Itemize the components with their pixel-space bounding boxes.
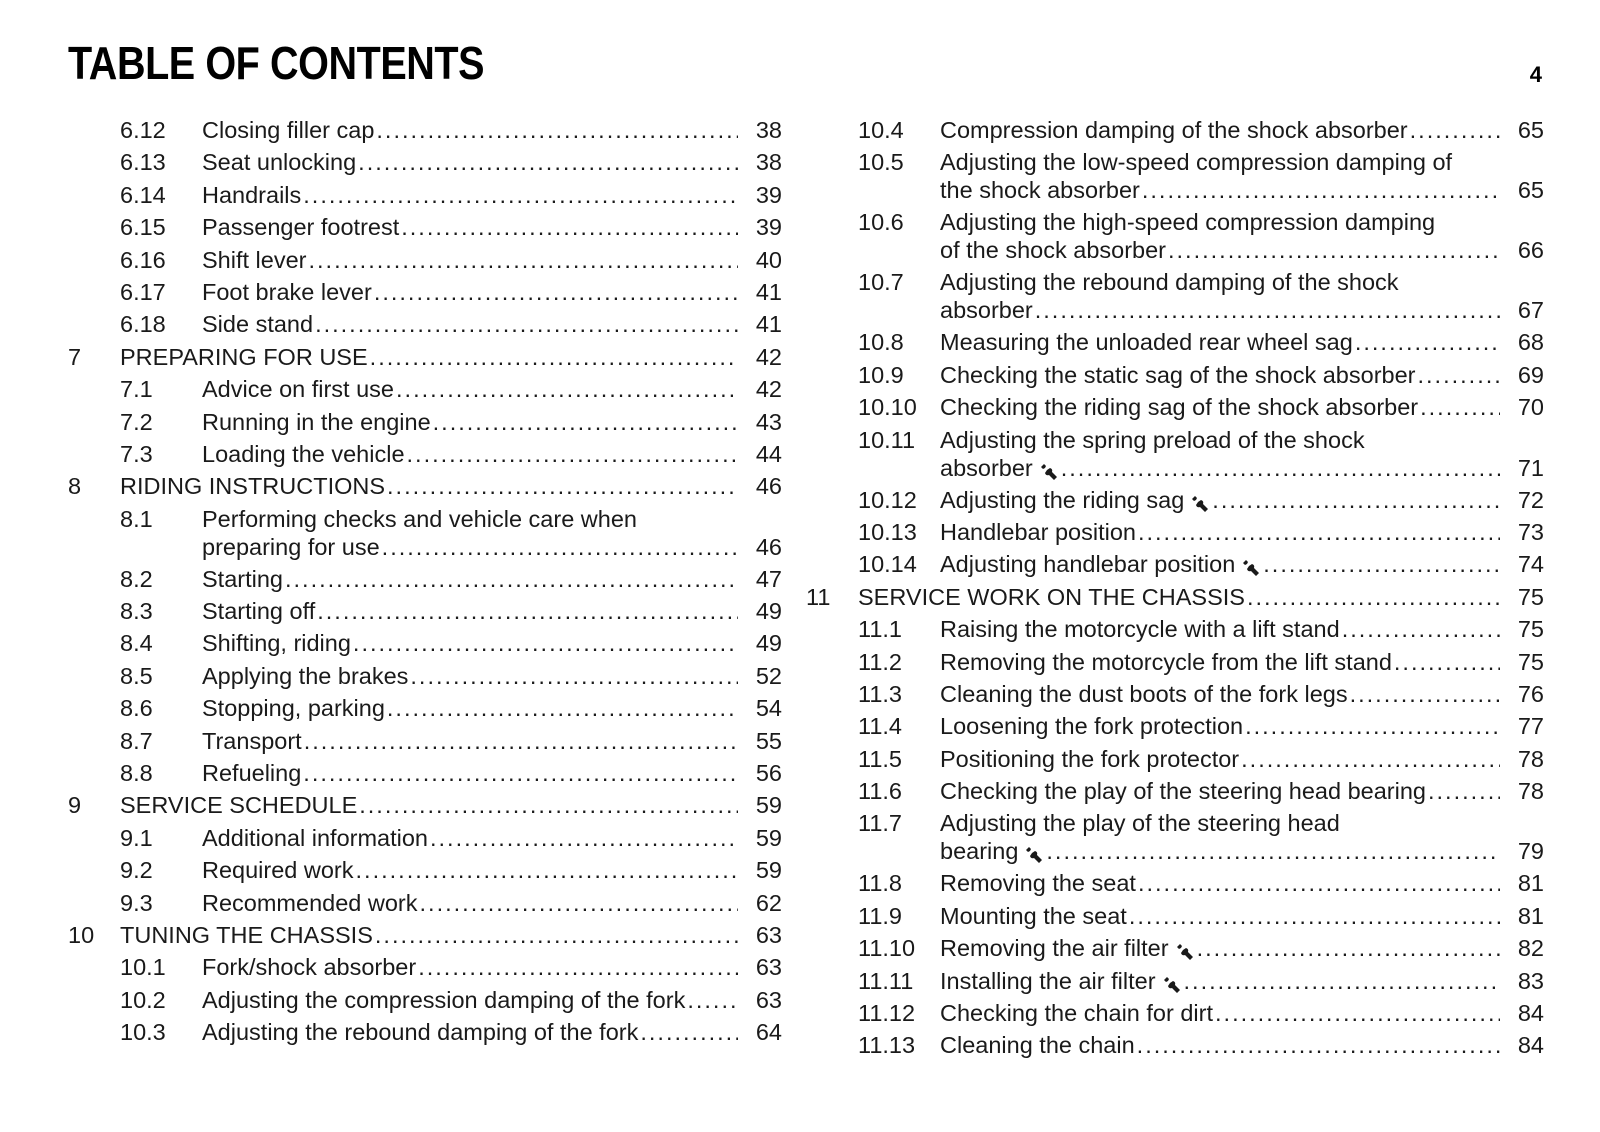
toc-entry-number: 10.10: [858, 394, 917, 421]
leader-dots: [1046, 837, 1500, 865]
toc-section-entry[interactable]: [68, 629, 782, 657]
toc-page-number: 82: [1517, 935, 1544, 962]
toc-entry-title: Adjusting the rebound damping of the shock: [940, 269, 1399, 296]
toc-page-number: 72: [1517, 486, 1544, 513]
toc-entry-number: 11.9: [858, 902, 902, 929]
toc-page-number: 59: [755, 824, 782, 851]
leader-dots: [387, 472, 738, 500]
toc-page-number: 63: [755, 986, 782, 1013]
toc-entry-number: 9.3: [120, 889, 153, 916]
toc-entry-number: 10.12: [858, 486, 917, 513]
toc-entry-title: Advice on first use: [202, 376, 395, 403]
toc-page-number: 83: [1517, 967, 1544, 994]
toc-section-entry[interactable]: [806, 268, 1544, 324]
page-title: TABLE OF CONTENTS: [68, 37, 485, 89]
wrench-icon: [1241, 558, 1261, 578]
toc-entry-number: 11.5: [858, 745, 902, 772]
toc-entry-title: Adjusting the high-speed compression damping: [940, 209, 1436, 236]
leader-dots: [1394, 648, 1500, 676]
leader-dots: [418, 953, 738, 981]
toc-entry-title: Adjusting the low-speed compression damping of: [940, 149, 1453, 176]
wrench-icon: [1024, 845, 1044, 865]
leader-dots: [387, 694, 738, 722]
leader-dots: [370, 343, 738, 371]
toc-page-number: 47: [755, 565, 782, 592]
leader-dots: [1061, 454, 1500, 482]
leader-dots: [285, 565, 738, 593]
toc-entry-number: 9: [68, 792, 82, 819]
toc-entry-title: Raising the motorcycle with a lift stand: [940, 616, 1340, 643]
toc-entry-number: 7.3: [120, 440, 153, 467]
toc-section-entry[interactable]: [68, 148, 782, 176]
toc-entry-number: 10.1: [120, 954, 166, 981]
leader-dots: [1410, 116, 1500, 144]
toc-entry-title: Foot brake lever: [202, 278, 372, 305]
toc-entry-number: 8.6: [120, 695, 153, 722]
toc-page-number: 84: [1517, 1000, 1544, 1027]
leader-dots: [410, 662, 738, 690]
toc-entry-number: 6.17: [120, 278, 166, 305]
toc-page-number: 41: [755, 311, 782, 338]
toc-entry-title: Removing the air filter: [940, 935, 1169, 962]
toc-entry-number: 11.11: [858, 967, 914, 994]
toc-entry-number: 7.2: [120, 408, 153, 435]
toc-entry-title: bearing: [940, 838, 1019, 865]
toc-right-column: [806, 116, 1544, 1064]
leader-dots: [407, 440, 738, 468]
toc-page-number: 43: [755, 408, 782, 435]
toc-entry-title: Cleaning the chain: [940, 1032, 1135, 1059]
toc-entry-title: Recommended work: [202, 889, 418, 916]
leader-dots: [382, 533, 738, 561]
wrench-icon: [1190, 494, 1210, 514]
toc-entry-title: Loosening the fork protection: [940, 713, 1244, 740]
toc-page-number: 40: [755, 246, 782, 273]
toc-page-number: 74: [1517, 551, 1544, 578]
leader-dots: [315, 310, 738, 338]
toc-entry-title: Refueling: [202, 760, 302, 787]
toc-page-number: 42: [755, 376, 782, 403]
toc-entry-title: Closing filler cap: [202, 117, 375, 143]
toc-entry-title: Positioning the fork protector: [940, 745, 1240, 772]
leader-dots: [317, 597, 738, 625]
toc-entry-title: Adjusting the riding sag: [940, 486, 1185, 513]
toc-page-number: 63: [755, 954, 782, 981]
leader-dots: [1418, 361, 1501, 389]
leader-dots: [1245, 712, 1500, 740]
toc-section-entry[interactable]: [806, 116, 1544, 144]
toc-page-number: 69: [1517, 361, 1544, 388]
toc-entry-number: 10.7: [858, 269, 904, 296]
wrench-icon: [1162, 975, 1182, 995]
toc-section-entry[interactable]: [806, 426, 1544, 482]
toc-entry-number: 8.3: [120, 598, 153, 625]
toc-section-entry[interactable]: [68, 856, 782, 884]
leader-dots: [420, 889, 738, 917]
toc-section-entry[interactable]: [806, 393, 1544, 421]
toc-entry-title: Transport: [202, 727, 302, 754]
toc-entry-number: 10.3: [120, 1019, 166, 1046]
toc-chapter-entry[interactable]: [68, 472, 782, 500]
toc-entry-number: 8.5: [120, 662, 153, 689]
leader-dots: [1241, 745, 1500, 773]
toc-page-number: 38: [755, 117, 782, 143]
toc-entry-number: 11.10: [858, 935, 916, 962]
toc-entry-title: Running in the engine: [202, 408, 431, 435]
toc-entry-title: absorber: [940, 454, 1033, 481]
toc-section-entry[interactable]: [68, 505, 782, 561]
toc-page-number: 84: [1517, 1032, 1544, 1059]
toc-chapter-entry[interactable]: [68, 791, 782, 819]
toc-page-number: 75: [1517, 648, 1544, 675]
toc-entry-number: 9.2: [120, 857, 153, 884]
toc-entry-title: Adjusting handlebar position: [940, 551, 1236, 578]
toc-entry-title: Checking the chain for dirt: [940, 1000, 1214, 1027]
toc-entry-title: Removing the motorcycle from the lift stand: [940, 648, 1392, 675]
toc-page-number: 77: [1517, 713, 1544, 740]
toc-page-number: 65: [1517, 177, 1544, 204]
toc-entry-title: Loading the vehicle: [202, 440, 405, 467]
toc-section-entry[interactable]: [806, 967, 1544, 995]
toc-entry-title: Side stand: [202, 311, 314, 338]
leader-dots: [353, 629, 738, 657]
toc-section-entry[interactable]: [68, 565, 782, 593]
toc-entry-title: Additional information: [202, 824, 428, 851]
toc-section-entry[interactable]: [68, 597, 782, 625]
toc-entry-number: 6.12: [120, 117, 166, 143]
toc-section-entry[interactable]: [68, 116, 782, 144]
toc-section-entry[interactable]: [806, 902, 1544, 930]
toc-page-number: 73: [1517, 518, 1544, 545]
toc-page-number: 41: [755, 278, 782, 305]
toc-entry-title: Fork/shock absorber: [202, 954, 417, 981]
leader-dots: [309, 246, 739, 274]
toc-page-number: 81: [1517, 870, 1544, 897]
toc-section-entry[interactable]: [806, 777, 1544, 805]
toc-entry-title: Mounting the seat: [940, 902, 1127, 929]
toc-section-entry[interactable]: [68, 213, 782, 241]
toc-entry-title: Adjusting the rebound damping of the fork: [202, 1019, 639, 1046]
toc-page-number: 76: [1517, 680, 1544, 707]
toc-entry-number: 8.4: [120, 630, 153, 657]
toc-page-number: 81: [1517, 902, 1544, 929]
toc-section-entry[interactable]: [806, 745, 1544, 773]
leader-dots: [1137, 1031, 1500, 1059]
toc-section-entry[interactable]: [68, 759, 782, 787]
leader-dots: [1215, 999, 1500, 1027]
toc-entry-number: 10.8: [858, 329, 904, 356]
leader-dots: [433, 408, 738, 436]
toc-section-entry[interactable]: [806, 712, 1544, 740]
toc-entry-number: 10.6: [858, 209, 904, 236]
toc-entry-number: 11.12: [858, 1000, 916, 1027]
toc-page-number: 75: [1517, 616, 1544, 643]
toc-section-entry[interactable]: [806, 208, 1544, 264]
toc-page-number: 71: [1517, 454, 1544, 481]
toc-entry-title: Adjusting the spring preload of the shock: [940, 426, 1365, 453]
toc-entry-number: 10.14: [858, 551, 917, 578]
toc-entry-title: Stopping, parking: [202, 695, 385, 722]
toc-section-entry[interactable]: [806, 518, 1544, 546]
toc-page-number: 78: [1517, 778, 1544, 805]
leader-dots: [1138, 518, 1500, 546]
toc-entry-number: 8.8: [120, 760, 153, 787]
toc-entry-number: 8.7: [120, 727, 153, 754]
toc-entry-number: 10: [68, 921, 95, 948]
toc-entry-title: Checking the play of the steering head bearing: [940, 778, 1426, 805]
toc-page-number: 39: [755, 181, 782, 208]
toc-page-number: 56: [755, 760, 782, 787]
leader-dots: [359, 791, 738, 819]
leader-dots: [1420, 393, 1500, 421]
toc-page-number: 75: [1517, 583, 1544, 610]
toc-entry-number: 11.4: [858, 713, 902, 740]
toc-entry-title: absorber: [940, 297, 1033, 324]
toc-entry-title: Starting: [202, 565, 283, 592]
toc-chapter-entry[interactable]: [806, 583, 1544, 611]
toc-entry-title: Shift lever: [202, 246, 307, 273]
toc-entry-title: Checking the static sag of the shock absorber: [940, 361, 1416, 388]
leader-dots: [430, 824, 738, 852]
toc-section-entry[interactable]: [806, 648, 1544, 676]
page-number: 4: [1529, 62, 1542, 87]
toc-page-number: 49: [755, 598, 782, 625]
toc-entry-title: Applying the brakes: [202, 662, 409, 689]
leader-dots: [358, 148, 738, 176]
toc-entry-title: TUNING THE CHASSIS: [120, 921, 373, 948]
toc-section-entry[interactable]: [806, 1031, 1544, 1059]
toc-page-number: 42: [755, 343, 782, 370]
toc-section-entry[interactable]: [68, 694, 782, 722]
leader-dots: [1184, 967, 1500, 995]
toc-page-number: 70: [1517, 394, 1544, 421]
toc-page-number: 66: [1517, 237, 1544, 264]
leader-dots: [1168, 236, 1500, 264]
toc-page-number: 49: [755, 630, 782, 657]
toc-entry-title: Checking the riding sag of the shock absorber: [940, 394, 1419, 421]
toc-entry-number: 10.2: [120, 986, 166, 1013]
leader-dots: [374, 278, 738, 306]
toc-entry-number: 8.1: [120, 505, 153, 532]
toc-entry-number: 11.7: [858, 810, 902, 837]
toc-page-number: 68: [1517, 329, 1544, 356]
toc-section-entry[interactable]: [68, 727, 782, 755]
toc-entry-title: preparing for use: [202, 533, 380, 560]
toc-section-entry[interactable]: [68, 440, 782, 468]
leader-dots: [303, 759, 738, 787]
toc-section-entry[interactable]: [806, 934, 1544, 962]
toc-entry-title: SERVICE SCHEDULE: [120, 792, 358, 819]
toc-entry-title: RIDING INSTRUCTIONS: [120, 473, 386, 500]
toc-entry-title: Shifting, riding: [202, 630, 351, 657]
toc-entry-number: 11.6: [858, 778, 902, 805]
leader-dots: [1212, 486, 1500, 514]
toc-entry-number: 10.4: [858, 117, 904, 143]
toc-section-entry[interactable]: [806, 809, 1544, 865]
toc-entry-title: Cleaning the dust boots of the fork legs: [940, 680, 1348, 707]
toc-page-number: 59: [755, 792, 782, 819]
leader-dots: [356, 856, 738, 884]
leader-dots: [1129, 902, 1500, 930]
toc-entry-title: Starting off: [202, 598, 316, 625]
leader-dots: [401, 213, 738, 241]
toc-entry-title: of the shock absorber: [940, 237, 1166, 264]
toc-entry-title: Installing the air filter: [940, 967, 1156, 994]
toc-section-entry[interactable]: [806, 148, 1544, 204]
toc-page-number: 46: [755, 473, 782, 500]
toc-page-number: 63: [755, 921, 782, 948]
toc-left-column: [68, 116, 782, 1051]
leader-dots: [1247, 583, 1500, 611]
leader-dots: [1197, 934, 1500, 962]
toc-entry-title: Passenger footrest: [202, 214, 400, 241]
toc-section-entry[interactable]: [68, 1018, 782, 1046]
toc-entry-number: 9.1: [120, 824, 153, 851]
toc-entry-number: 10.9: [858, 361, 904, 388]
toc-entry-number: 10.13: [858, 518, 917, 545]
toc-page-number: 46: [755, 533, 782, 560]
toc-chapter-entry[interactable]: [68, 343, 782, 371]
leader-dots: [1263, 550, 1500, 578]
leader-dots: [376, 116, 738, 144]
toc-section-entry[interactable]: [68, 246, 782, 274]
toc-page-number: 38: [755, 149, 782, 176]
leader-dots: [1035, 296, 1500, 324]
leader-dots: [396, 375, 738, 403]
toc-section-entry[interactable]: [806, 486, 1544, 514]
toc-section-entry[interactable]: [68, 662, 782, 690]
toc-entry-number: 6.14: [120, 181, 166, 208]
toc-page-number: 59: [755, 857, 782, 884]
toc-page-number: 64: [755, 1019, 782, 1046]
toc-section-entry[interactable]: [68, 953, 782, 981]
toc-page-number: 78: [1517, 745, 1544, 772]
toc-section-entry[interactable]: [806, 680, 1544, 708]
toc-entry-number: 10.11: [858, 426, 916, 453]
toc-entry-number: 11.1: [858, 616, 902, 643]
toc-section-entry[interactable]: [806, 361, 1544, 389]
toc-entry-number: 7.1: [120, 376, 153, 403]
toc-entry-title: Performing checks and vehicle care when: [202, 505, 637, 532]
toc-chapter-entry[interactable]: [68, 921, 782, 949]
toc-entry-number: 6.13: [120, 149, 166, 176]
toc-entry-number: 11.13: [858, 1032, 916, 1059]
toc-page-number: 39: [755, 214, 782, 241]
toc-entry-number: 10.5: [858, 149, 904, 176]
leader-dots: [1142, 176, 1500, 204]
toc-section-entry[interactable]: [68, 310, 782, 338]
toc-section-entry[interactable]: [68, 986, 782, 1014]
toc-entry-number: 11.8: [858, 870, 902, 897]
toc-page-number: 67: [1517, 297, 1544, 324]
toc-entry-title: Removing the seat: [940, 870, 1136, 897]
wrench-icon: [1175, 942, 1195, 962]
toc-entry-title: Compression damping of the shock absorber: [940, 117, 1408, 143]
toc-page-number: 79: [1517, 838, 1544, 865]
toc-section-entry[interactable]: [68, 181, 782, 209]
toc-entry-title: Handrails: [202, 181, 302, 208]
toc-section-entry[interactable]: [68, 375, 782, 403]
toc-entry-title: Required work: [202, 857, 354, 884]
toc-entry-number: 6.18: [120, 311, 166, 338]
toc-entry-title: Adjusting the compression damping of the fork: [202, 986, 686, 1013]
toc-section-entry[interactable]: [68, 278, 782, 306]
toc-entry-number: 11.2: [858, 648, 902, 675]
toc-entry-title: Adjusting the play of the steering head: [940, 810, 1340, 837]
toc-page-number: 55: [755, 727, 782, 754]
toc-section-entry[interactable]: [806, 999, 1544, 1027]
toc-entry-title: Measuring the unloaded rear wheel sag: [940, 329, 1353, 356]
leader-dots: [1428, 777, 1500, 805]
toc-page-number: 62: [755, 889, 782, 916]
leader-dots: [1138, 869, 1500, 897]
toc-entry-number: 6.15: [120, 214, 166, 241]
toc-section-entry[interactable]: [806, 615, 1544, 643]
toc-page-number: 65: [1517, 117, 1544, 143]
toc-entry-number: 7: [68, 343, 82, 370]
toc-entry-number: 11: [806, 583, 831, 610]
toc-section-entry[interactable]: [806, 869, 1544, 897]
leader-dots: [1355, 328, 1500, 356]
toc-entry-number: 6.16: [120, 246, 166, 273]
toc-section-entry[interactable]: [806, 328, 1544, 356]
toc-entry-title: PREPARING FOR USE: [120, 343, 368, 370]
leader-dots: [304, 727, 738, 755]
toc-entry-title: the shock absorber: [940, 177, 1140, 204]
toc-section-entry[interactable]: [68, 889, 782, 917]
toc-page-number: 52: [755, 662, 782, 689]
leader-dots: [640, 1018, 738, 1046]
leader-dots: [1342, 615, 1500, 643]
toc-entry-title: Seat unlocking: [202, 149, 357, 176]
toc-entry-title: SERVICE WORK ON THE CHASSIS: [858, 583, 1245, 610]
toc-section-entry[interactable]: [806, 550, 1544, 578]
leader-dots: [687, 986, 738, 1014]
toc-entry-number: 8: [68, 473, 82, 500]
toc-entry-title: Handlebar position: [940, 518, 1136, 545]
toc-page-number: 44: [755, 440, 782, 467]
leader-dots: [1350, 680, 1500, 708]
toc-entry-number: 11.3: [858, 680, 902, 707]
toc-section-entry[interactable]: [68, 408, 782, 436]
wrench-icon: [1039, 462, 1059, 482]
leader-dots: [303, 181, 738, 209]
toc-page-number: 54: [755, 695, 782, 722]
leader-dots: [375, 921, 738, 949]
toc-entry-number: 8.2: [120, 565, 153, 592]
toc-section-entry[interactable]: [68, 824, 782, 852]
